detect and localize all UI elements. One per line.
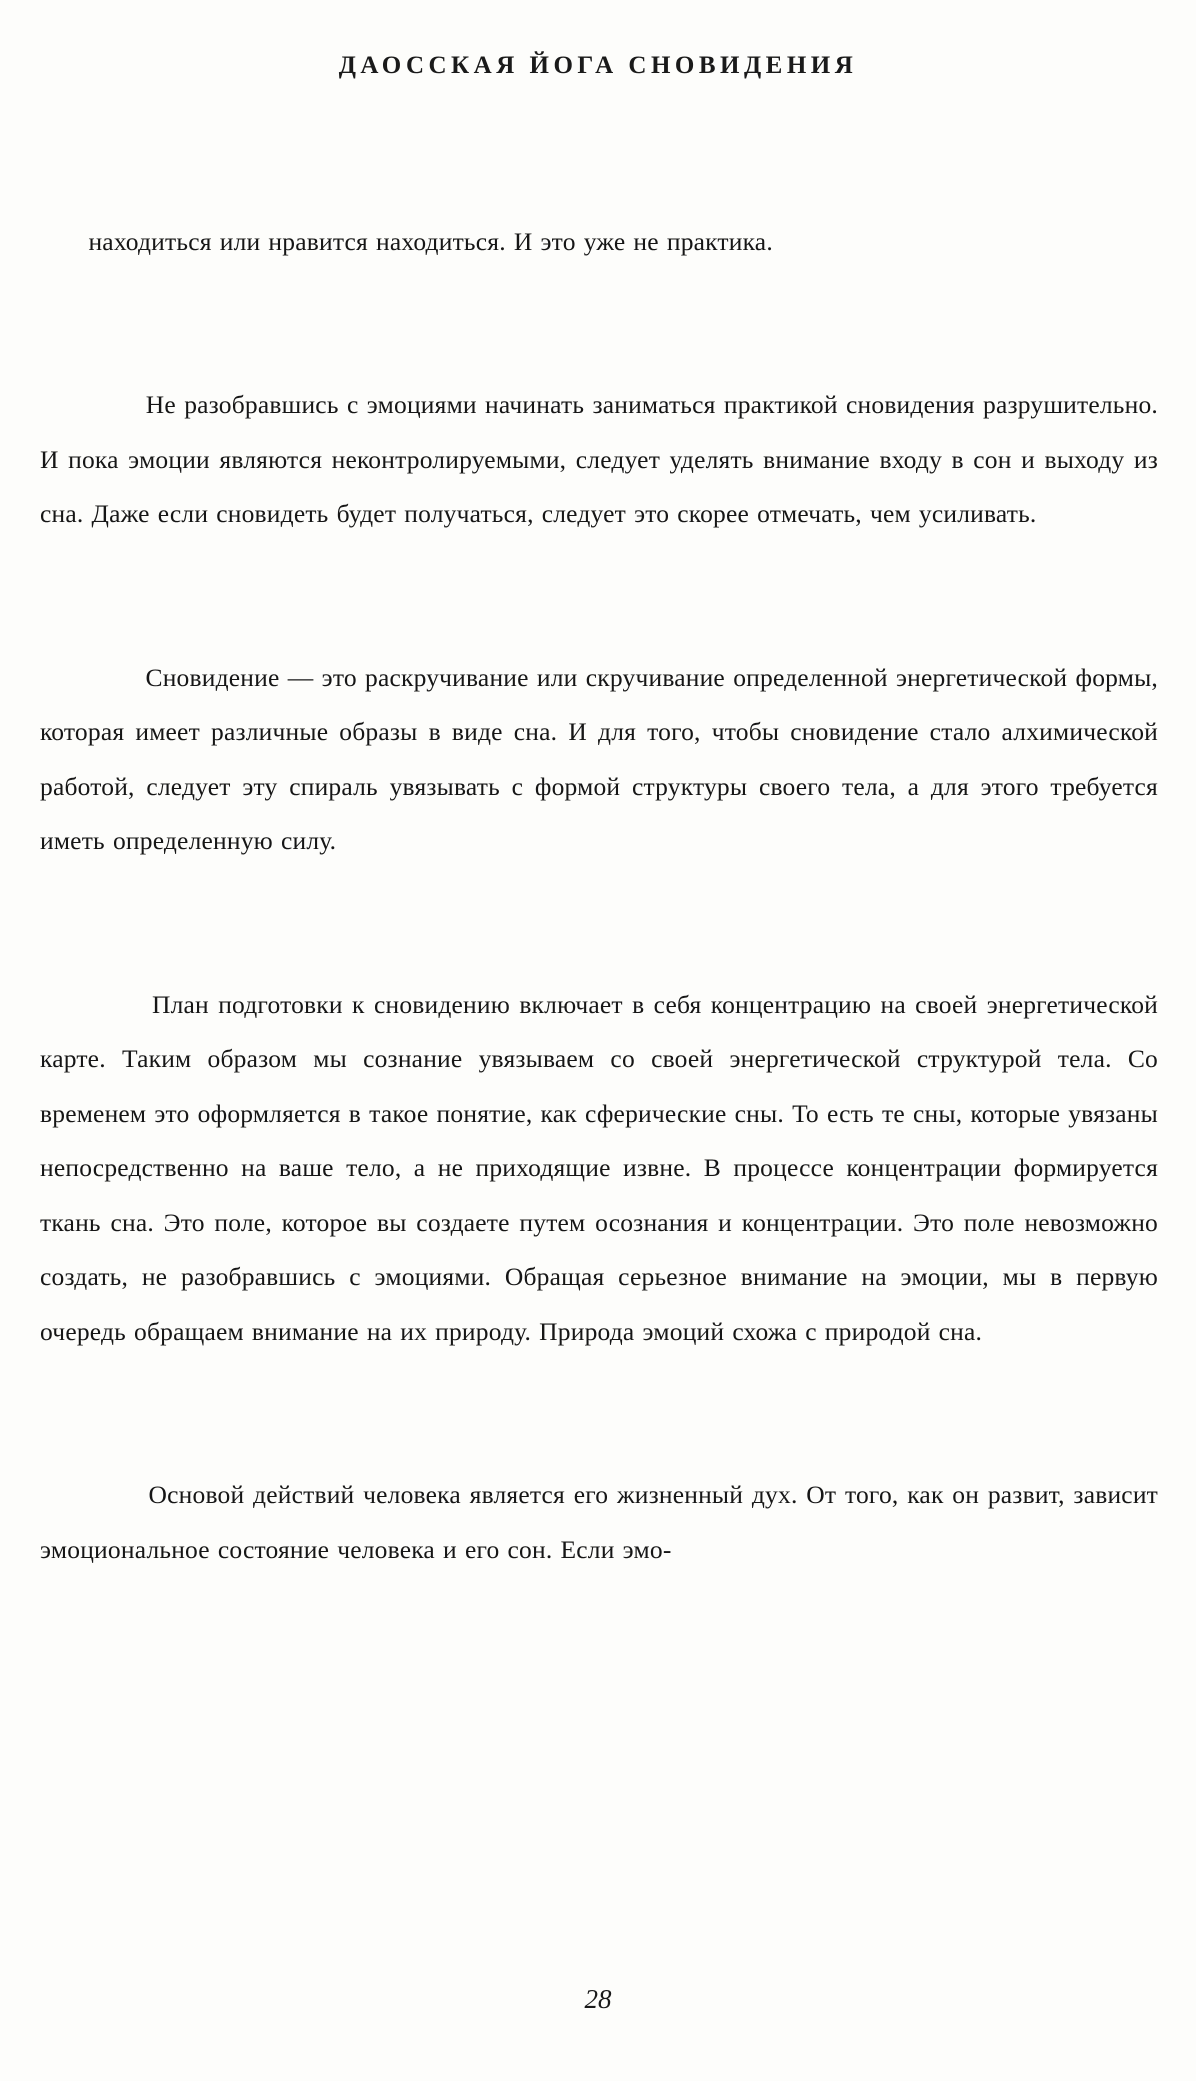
paragraph xyxy=(40,324,1167,597)
paragraph-text: Основой действий человека является его жизненный дух. От того, как он развит, зависит эмоциональное состояние человека и его сон. Если эмо- xyxy=(40,1480,1167,1564)
paragraph-text: План подготовки к сновидению включает в себя концентрацию на своей энергетической карте. Таким образом мы сознание увязываем со своей энергетической структурой тела. Со временем это оформляется в такое понятие, как сферические сны. То есть те сны, которые увязаны непосредственно на ваше тело, а не приходящие извне. В процессе концентрации формируется ткань сна. Это поле, которое вы создаете путем осознания и концентрации. Это поле невозможно создать, не разобравшись с эмоциями. Обращая серьезное внимание на эмоции, мы в первую очередь обращаем внимание на их природу. Природа эмоций схожа с природой сна. xyxy=(40,989,1167,1346)
paragraph-text: находиться или нравится находиться. И это уже не практика. xyxy=(88,226,773,256)
body-text-block xyxy=(40,160,1167,1632)
paragraph xyxy=(40,1414,1167,1632)
paragraph xyxy=(40,160,1158,324)
running-head: ДАОССКАЯ ЙОГА СНОВИДЕНИЯ xyxy=(338,52,858,79)
paragraph-text: Сновидение — это раскручивание или скручивание определенной энергетической формы, которая имеет различные образы в виде сна. И для того, чтобы сновидение стало алхимической работой, следует эту спираль увязывать с формой структуры своего тела, а для этого требуется иметь определенную силу. xyxy=(40,662,1167,855)
page-number: 28 xyxy=(584,1984,612,2014)
paragraph xyxy=(40,596,1167,923)
paragraph xyxy=(40,923,1167,1414)
paragraph-text: Не разобравшись с эмоциями начинать заниматься практикой сновидения разрушительно. И пока эмоции являются неконтролируемыми, следует уделять внимание входу в сон и выходу из сна. Даже если сновидеть будет получаться, следует это скорее отмечать, чем усиливать. xyxy=(40,390,1167,528)
